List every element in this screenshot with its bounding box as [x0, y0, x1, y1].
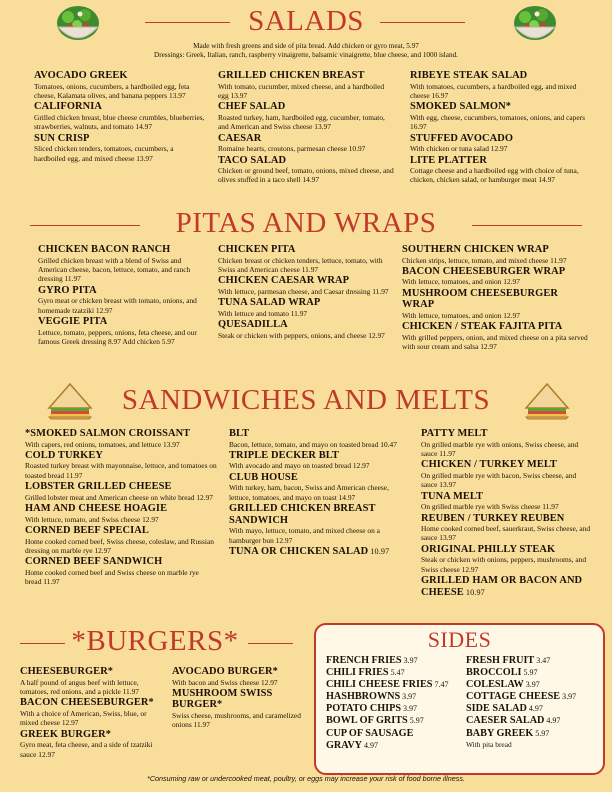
divider-line [248, 643, 293, 644]
menu-item-description: With a choice of American, Swiss, blue, or mixed cheese 12.97 [20, 708, 147, 728]
side-item-price: 3.97 [401, 656, 418, 665]
menu-item [402, 321, 588, 351]
menu-item-name: CORNED BEEF SPECIAL [25, 525, 149, 537]
menu-item [218, 275, 394, 296]
menu-item-name: GRILLED CHICKEN BREAST SANDWICH [229, 503, 376, 526]
menu-item [421, 428, 593, 458]
sandwiches-title: SANDWICHES AND MELTS [121, 384, 491, 416]
menu-item-description: Roasted turkey, ham, hardboiled egg, cucumber, tomato, and American and Swiss cheese 13.97 [218, 112, 385, 132]
menu-item-description: With lettuce, parmesan cheese, and Caesar dressing 11.97 [218, 286, 389, 296]
menu-item [410, 101, 596, 131]
side-item-name: FRENCH FRIES [326, 655, 402, 666]
salads-intro [0, 42, 612, 60]
menu-item [172, 688, 304, 730]
menu-item-name: CLUB HOUSE [229, 471, 298, 483]
menu-item-name: TRIPLE DECKER BLT [229, 449, 339, 461]
menu-item-name: STUFFED AVOCADO [410, 132, 513, 144]
side-item-price: 7.47 [432, 680, 449, 690]
side-item-name: FRESH FRUIT [466, 655, 535, 666]
menu-item-description: Gyro meat or chicken breast with tomato, onions, and homemade tzatziki 12.97 [38, 296, 197, 315]
salads-column [410, 70, 596, 186]
menu-item-description: On grilled marble rye with bacon, Swiss cheese, and sauce 13.97 [421, 470, 577, 490]
menu-item-description: Cottage cheese and a hardboiled egg with choice of tuna, chicken, chicken salad, or hamburger meat 14.97 [410, 166, 579, 185]
menu-item-description: Roasted turkey breast with mayonnaise, lettuce, and tomatoes on toasted bread 11.97 [25, 461, 217, 480]
menu-item [218, 133, 396, 154]
side-item-name: CHILI FRIES [326, 667, 389, 679]
menu-item [229, 472, 409, 502]
menu-item-name: *SMOKED SALMON CROISSANT [25, 428, 191, 439]
side-item-name: POTATO CHIPS [326, 703, 402, 715]
menu-item-name: AVOCADO GREEK [34, 70, 128, 81]
side-item-name: BROCCOLI [466, 667, 522, 679]
salads-title: SALADS [248, 5, 364, 37]
menu-item [402, 244, 588, 265]
footer-disclaimer: *Consuming raw or undercooked meat, poultry, or eggs may increase your risk of food borne illness. [147, 774, 465, 783]
side-item-price: 3.97 [560, 692, 577, 702]
menu-item-name: CHICKEN / TURKEY MELT [421, 459, 557, 471]
menu-item [20, 666, 160, 696]
menu-item-description: Grilled chicken breast, blue cheese crumbles, blueberries, strawberries, walnuts, and tomato 14.97 [34, 112, 205, 132]
menu-item [410, 70, 596, 100]
side-item-name: COTTAGE CHEESE [466, 691, 561, 703]
menu-item [38, 316, 208, 346]
menu-item-name: PATTY MELT [421, 428, 488, 439]
menu-item-name: CALIFORNIA [34, 101, 102, 113]
menu-item-description: With lettuce, tomatoes, and onion 12.97 [402, 277, 520, 287]
menu-item-description: With chicken or tuna salad 12.97 [410, 144, 508, 154]
menu-item [25, 525, 217, 555]
menu-item-description: On grilled marble rye with onions, Swiss cheese, and sauce 11.97 [421, 439, 579, 458]
side-item-name: CHILI CHEESE FRIES [326, 679, 433, 691]
side-item-name: BOWL OF GRITS [326, 715, 408, 727]
side-item [466, 715, 604, 727]
menu-item-description: With turkey, ham, bacon, Swiss and American cheese, lettuce, tomatoes, and mayo on toast 14.97 [229, 483, 389, 502]
menu-item [34, 70, 206, 100]
side-note: With pita bread [466, 739, 512, 749]
menu-item-description: With avocado and mayo on toasted bread 12.97 [229, 461, 370, 471]
menu-item [172, 666, 304, 687]
menu-item-description: Grilled lobster meat and American cheese on white bread 12.97 [25, 492, 213, 502]
menu-item-name: HAM AND CHEESE HOAGIE [25, 503, 168, 515]
menu-item-name: ORIGINAL PHILLY STEAK [421, 543, 556, 555]
menu-item-description: With lettuce, tomatoes, and onion 12.97 [402, 310, 520, 320]
dressings-line: Dressings: Greek, Italian, ranch, raspberry vinaigrette, balsamic vinaigrette, blue cheese, and 1000 island. [154, 51, 458, 59]
menu-item-description: With tomatoes, cucumbers, a hardboiled egg, and mixed cheese 16.97 [410, 81, 577, 100]
menu-item-name: CHICKEN / STEAK FAJITA PITA [402, 321, 563, 333]
side-item-name: COLESLAW [466, 679, 524, 691]
menu-item [229, 450, 409, 471]
side-item [326, 667, 466, 679]
side-item [326, 703, 466, 715]
salads-intro-line: Made with fresh greens and side of pita bread. Add chicken or gyro meat, 5.97 [193, 42, 419, 50]
menu-item-description: Steak or chicken with peppers, onions, and cheese 12.97 [218, 330, 385, 340]
side-item-price: 3.97 [400, 692, 417, 702]
menu-item-description: Swiss cheese, mushrooms, and caramelized onions 11.97 [172, 710, 301, 730]
side-item-name: CAESER SALAD [466, 715, 545, 727]
sides-left-list [326, 655, 466, 752]
menu-item [218, 70, 396, 100]
side-item-price: 3.47 [534, 656, 551, 665]
menu-item-name: GYRO PITA [38, 284, 97, 296]
side-item [326, 691, 466, 703]
menu-item-name: LITE PLATTER [410, 154, 487, 166]
side-item [466, 655, 604, 667]
menu-item-name: TUNA MELT [421, 490, 484, 502]
side-item-price: 4.97 [526, 704, 543, 714]
side-item [326, 740, 466, 752]
menu-item-description: With tomato, cucumber, mixed cheese, and a hardboiled egg 13.97 [218, 81, 385, 100]
menu-item-name: GREEK BURGER* [20, 728, 112, 740]
menu-item [218, 155, 396, 185]
menu-item-name: TACO SALAD [218, 154, 287, 166]
menu-item-name: CHICKEN CAESAR WRAP [218, 275, 350, 287]
menu-item [229, 546, 409, 558]
side-item-price: 5.97 [407, 716, 424, 726]
menu-item-description: Home cooked corned beef, sauerkraut, Swiss cheese, and sauce 13.97 [421, 524, 591, 543]
menu-item-description: Chicken or ground beef, tomato, onions, mixed cheese, and olives stuffed in a taco shell 14.97 [218, 166, 394, 185]
menu-item [229, 503, 409, 545]
side-item [326, 728, 466, 740]
side-item-price: 5.97 [521, 668, 538, 678]
menu-item-description: Home cooked corned beef and Swiss cheese on marble rye bread 11.97 [25, 567, 199, 587]
menu-item-name: MUSHROOM SWISS BURGER* [172, 687, 273, 711]
pitas-column [402, 244, 588, 353]
menu-item-description: Steak or chicken with onions, peppers, mushrooms, and Swiss cheese 12.97 [421, 555, 587, 574]
menu-item-description: Home cooked corned beef, Swiss cheese, coleslaw, and Russian dressing on marble rye 12.97 [25, 536, 214, 555]
menu-item-name: CHEESEBURGER* [20, 666, 114, 677]
menu-item-name: QUESADILLA [218, 319, 288, 331]
menu-item-name: CORNED BEEF SANDWICH [25, 556, 163, 568]
menu-item-description: Gyro meat, feta cheese, and a side of tzatziki sauce 12.97 [20, 740, 153, 759]
pitas-column [38, 244, 208, 347]
menu-item-name: CAESAR [218, 132, 262, 144]
sandwiches-column [25, 428, 217, 588]
menu-item [34, 133, 206, 163]
side-item-name: GRAVY [326, 739, 363, 751]
menu-item [25, 428, 217, 449]
side-item-name: SIDE SALAD [466, 703, 527, 715]
menu-item [218, 319, 394, 340]
burgers-column [172, 666, 304, 731]
menu-item-name: SUN CRISP [34, 132, 90, 144]
menu-item-name: GRILLED HAM OR BACON AND CHEESE [421, 575, 583, 598]
menu-item-description: With lettuce and tomato 11.97 [218, 308, 308, 318]
side-item [466, 667, 604, 679]
burgers-title: *BURGERS* [71, 625, 239, 657]
side-item-name: HASHBROWNS [326, 691, 401, 703]
side-item-name: BABY GREEK [466, 727, 534, 739]
menu-item-description: With egg, cheese, cucumbers, tomatoes, onions, and capers 16.97 [410, 112, 585, 132]
menu-item-price: 10.97 [368, 546, 390, 556]
menu-item-description: Grilled chicken breast with a blend of Swiss and American cheese, bacon, lettuce, tomato, and ranch dressing 11.97 [38, 255, 191, 284]
menu-item [410, 155, 596, 185]
menu-item [402, 266, 588, 287]
menu-item [229, 428, 409, 449]
menu-item-name: CHICKEN PITA [218, 244, 296, 255]
sandwiches-column [229, 428, 409, 557]
menu-item-description: Bacon, lettuce, tomato, and mayo on toasted bread 10.47 [229, 439, 397, 449]
pitas-column [218, 244, 394, 341]
menu-item-name: COLD TURKEY [25, 449, 103, 461]
menu-item-description: Chicken strips, lettuce, tomato, and mixed cheese 11.97 [402, 255, 567, 265]
menu-item-name: AVOCADO BURGER* [172, 666, 278, 677]
sides-box [314, 623, 605, 775]
menu-item-name: SMOKED SALMON* [410, 101, 511, 113]
menu-item [421, 575, 593, 598]
menu-item-name: CHEF SALAD [218, 101, 286, 113]
menu-item-description: With mayo, lettuce, tomato, and mixed cheese on a hamburger bun 12.97 [229, 526, 380, 545]
side-item [326, 715, 466, 727]
menu-item-description: Sliced chicken tenders, tomatoes, cucumbers, a hardboiled egg, and mixed cheese 13.97 [34, 144, 174, 163]
side-item-name: CUP OF SAUSAGE [326, 727, 414, 739]
menu-item [34, 101, 206, 131]
divider-line [20, 643, 65, 644]
menu-item [218, 297, 394, 318]
menu-item-name: GRILLED CHICKEN BREAST [218, 70, 365, 81]
menu-item-description: Chicken breast or chicken tenders, lettuce, tomato, with Swiss and American cheese 11.97 [218, 255, 383, 274]
menu-item-name: SOUTHERN CHICKEN WRAP [402, 244, 549, 255]
menu-item-price: 10.97 [463, 587, 485, 597]
menu-item-name: REUBEN / TURKEY REUBEN [421, 512, 565, 524]
menu-item-description: With bacon and Swiss cheese 12.97 [172, 677, 278, 687]
menu-item-name: RIBEYE STEAK SALAD [410, 70, 528, 81]
side-item-price: 3.97 [401, 704, 418, 714]
menu-item-description: Lettuce, tomato, peppers, onions, feta cheese, and our famous Greek dressing 8.97 Add chicken 5.97 [38, 327, 197, 346]
menu-item-description: On grilled marble rye with Swiss cheese 11.97 [421, 502, 559, 512]
menu-item-description: With capers, red onions, tomatoes, and lettuce 13.97 [25, 439, 180, 449]
salads-column [218, 70, 396, 186]
menu-item [25, 481, 217, 502]
sandwiches-column [421, 428, 593, 598]
menu-item [20, 697, 160, 727]
side-item [466, 679, 604, 691]
side-item [326, 655, 466, 667]
burgers-column [20, 666, 160, 760]
menu-item-description: With grilled peppers, onion, and mixed cheese on a pita served with sour cream and salsa 12.97 [402, 332, 588, 352]
menu-item-name: MUSHROOM CHEESEBURGER WRAP [402, 287, 558, 311]
sides-title: SIDES [427, 627, 492, 652]
side-item [466, 728, 604, 740]
menu-item [402, 288, 588, 320]
side-item-price: 5.97 [533, 728, 550, 738]
menu-item-name: TUNA SALAD WRAP [218, 297, 321, 309]
side-item-price: 5.47 [388, 668, 405, 678]
menu-item [218, 101, 396, 131]
menu-item [20, 729, 160, 759]
side-item [326, 679, 466, 691]
menu-item [421, 491, 593, 512]
menu-item-description: Tomatoes, onions, cucumbers, a hardboiled egg, feta cheese, Kalamata olives, and banana peppers 13.97 [34, 81, 190, 100]
menu-item [421, 513, 593, 543]
menu-item [38, 244, 208, 284]
menu-item [25, 450, 217, 480]
menu-item-name: BACON CHEESEBURGER* [20, 697, 154, 709]
menu-item [218, 244, 394, 274]
menu-item-description: A half pound of angus beef with lettuce, tomatoes, red onions, and a pickle 11.97 [20, 677, 139, 696]
side-item [466, 691, 604, 703]
menu-item [410, 133, 596, 154]
menu-item [421, 459, 593, 489]
menu-item-name: TUNA OR CHICKEN SALAD [229, 545, 369, 557]
menu-item [25, 556, 217, 586]
salads-column [34, 70, 206, 164]
side-item [466, 703, 604, 715]
side-item-price: 4.97 [362, 740, 379, 750]
menu-item [25, 503, 217, 524]
side-item-price: 3.97 [523, 680, 540, 690]
menu-item-name: BLT [229, 428, 250, 439]
menu-item-name: VEGGIE PITA [38, 316, 108, 328]
menu-item-name: CHICKEN BACON RANCH [38, 244, 171, 255]
sides-right-list [466, 655, 604, 750]
pitas-title: PITAS AND WRAPS [175, 207, 437, 239]
side-item-price: 4.97 [544, 716, 561, 726]
menu-item [421, 544, 593, 574]
menu-item [38, 285, 208, 315]
menu-item-description: Romaine hearts, croutons, parmesan cheese 10.97 [218, 144, 366, 154]
menu-item-description: With lettuce, tomato, and Swiss cheese 12.97 [25, 514, 159, 524]
menu-item-name: LOBSTER GRILLED CHEESE [25, 481, 172, 493]
menu-item-name: BACON CHEESEBURGER WRAP [402, 265, 566, 277]
